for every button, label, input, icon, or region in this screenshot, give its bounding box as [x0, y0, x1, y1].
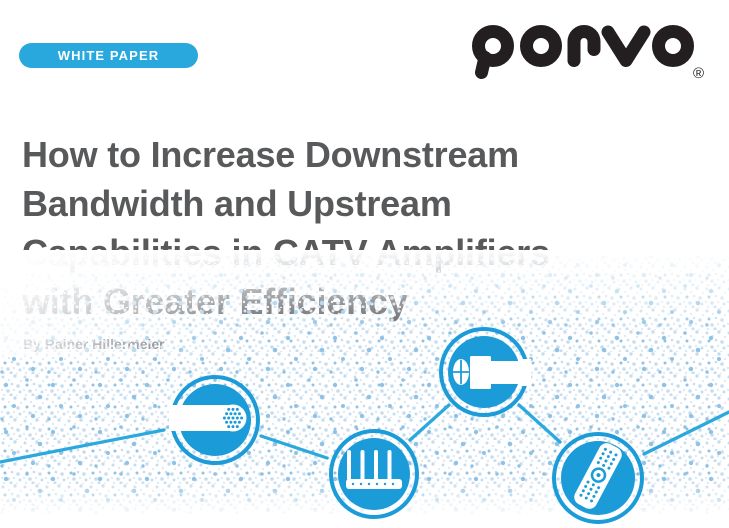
remote-control-icon: [554, 434, 642, 522]
qorvo-logo-icon: [462, 16, 712, 84]
hero-graphic: [0, 250, 729, 528]
white-paper-badge: WHITE PAPER: [19, 43, 198, 68]
logo-letters: [479, 32, 705, 83]
title-line: How to Increase Downstream: [22, 134, 519, 175]
fiber-cable-icon: [169, 377, 258, 463]
wifi-router-icon: [331, 431, 417, 517]
registered-mark: ®: [693, 65, 705, 82]
title-line: Bandwidth and Upstream: [22, 183, 452, 224]
